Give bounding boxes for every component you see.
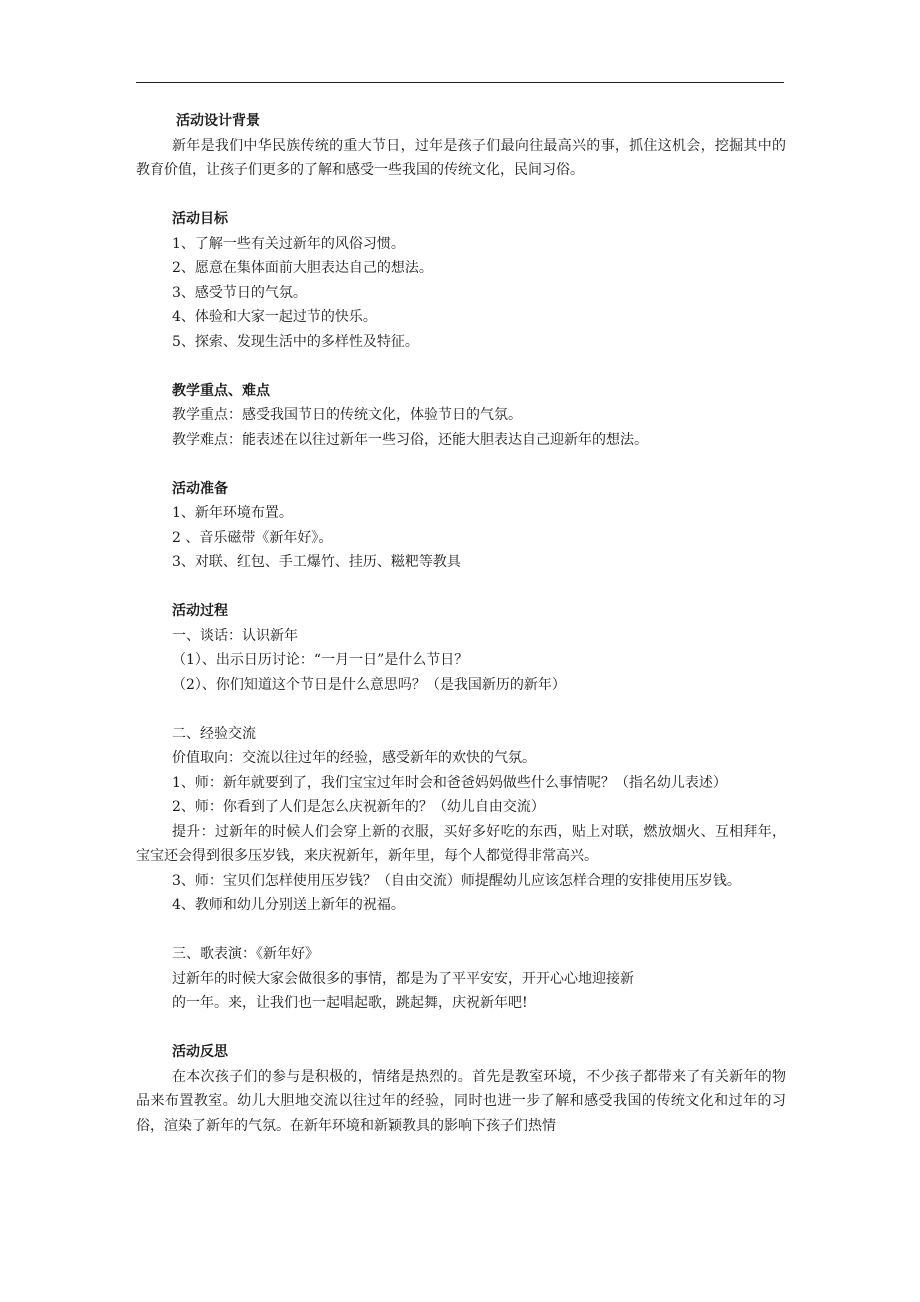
process-part3-title: 三、歌表演：《新年好》 (172, 946, 319, 962)
heading-background: 活动设计背景 (176, 113, 260, 129)
process-part2-q1: 1、师：新年就要到了，我们宝宝过年时会和爸爸妈妈做些什么事情呢？（指名幼儿表述） (172, 774, 727, 791)
process-part1-item: （1）、出示日历讨论：“一月一日”是什么节日？ (172, 652, 469, 668)
heading-key-points: 教学重点、难点 (172, 382, 270, 399)
document-body (136, 109, 786, 1138)
spacer (136, 918, 786, 943)
goal-item: 3、感受节日的气氛。 (172, 284, 307, 301)
key-point-focus: 教学重点：感受我国节日的传统文化，体验节日的气氛。 (172, 407, 522, 423)
preparation-item: 2 、音乐磁带《新年好》。 (172, 529, 333, 546)
goal-item: 2、愿意在集体面前大胆表达自己的想法。 (172, 260, 433, 276)
heading-process: 活动过程 (172, 603, 228, 619)
heading-preparation: 活动准备 (172, 480, 228, 497)
process-part3-line: 过新年的时候大家会做很多的事情，都是为了平平安安，开开心心地迎接新 (172, 970, 634, 987)
heading-goals: 活动目标 (172, 211, 228, 227)
process-part1-title: 一、谈话：认识新年 (172, 627, 298, 644)
spacer (136, 183, 786, 208)
process-part2-q2: 2、师：你看到了人们是怎么庆祝新年的？（幼儿自由交流） (172, 799, 545, 815)
reflection-paragraph: 在本次孩子们的参与是积极的，情绪是热烈的。首先是教室环境，不少孩子都带来了有关新年的物品来布置教室。幼儿大胆地交流以往过年的经验，同时也进一步了解和感受我国的传统文化和过年的习俗，渲染了新年的气氛。在新年环境和新颖教具的影响下孩子们热情 (136, 1068, 786, 1134)
process-part1-item: （2）、你们知道这个节日是什么意思吗？（是我国新历的新年） (172, 676, 566, 693)
process-part3-line: 的一年。来，让我们也一起唱起歌，跳起舞，庆祝新年吧! (172, 995, 528, 1011)
key-point-difficulty: 教学难点：能表述在以往过新年一些习俗，还能大胆表达自己迎新年的想法。 (172, 431, 648, 448)
process-part2-title: 二、经验交流 (172, 725, 256, 742)
process-part2-q4: 4、教师和幼儿分别送上新年的祝福。 (172, 897, 405, 913)
spacer (136, 575, 786, 600)
process-part2-q3: 3、师：宝贝们怎样使用压岁钱？（自由交流）师提醒幼儿应该怎样合理的安排使用压岁钱。 (172, 872, 741, 889)
header-rule (136, 82, 784, 83)
preparation-item: 3、对联、红包、手工爆竹、挂历、糍粑等教具 (172, 554, 461, 570)
heading-reflection: 活动反思 (172, 1044, 228, 1060)
process-part2-lift: 提升：过新年的时候人们会穿上新的衣服，买好多好吃的东西，贴上对联，燃放烟火、互相拜年，宝宝还会得到很多压岁钱，来庆祝新年，新年里，每个人都觉得非常高兴。 (136, 823, 786, 864)
spacer (136, 1016, 786, 1041)
goal-item: 5、探索、发现生活中的多样性及特征。 (172, 333, 419, 350)
spacer (136, 452, 786, 477)
preparation-item: 1、新年环境布置。 (172, 505, 293, 521)
background-paragraph: 新年是我们中华民族传统的重大节日，过年是孩子们最向往最高兴的事，抓住这机会，挖掘其中的教育价值，让孩子们更多的了解和感受一些我国的传统文化，民间习俗。 (136, 137, 786, 178)
goal-item: 4、体验和大家一起过节的快乐。 (172, 309, 377, 325)
process-part2-value: 价值取向：交流以往过年的经验，感受新年的欢快的气氛。 (172, 750, 536, 766)
spacer (136, 354, 786, 379)
spacer (136, 697, 786, 722)
goal-item: 1、了解一些有关过新年的风俗习惯。 (172, 235, 405, 252)
